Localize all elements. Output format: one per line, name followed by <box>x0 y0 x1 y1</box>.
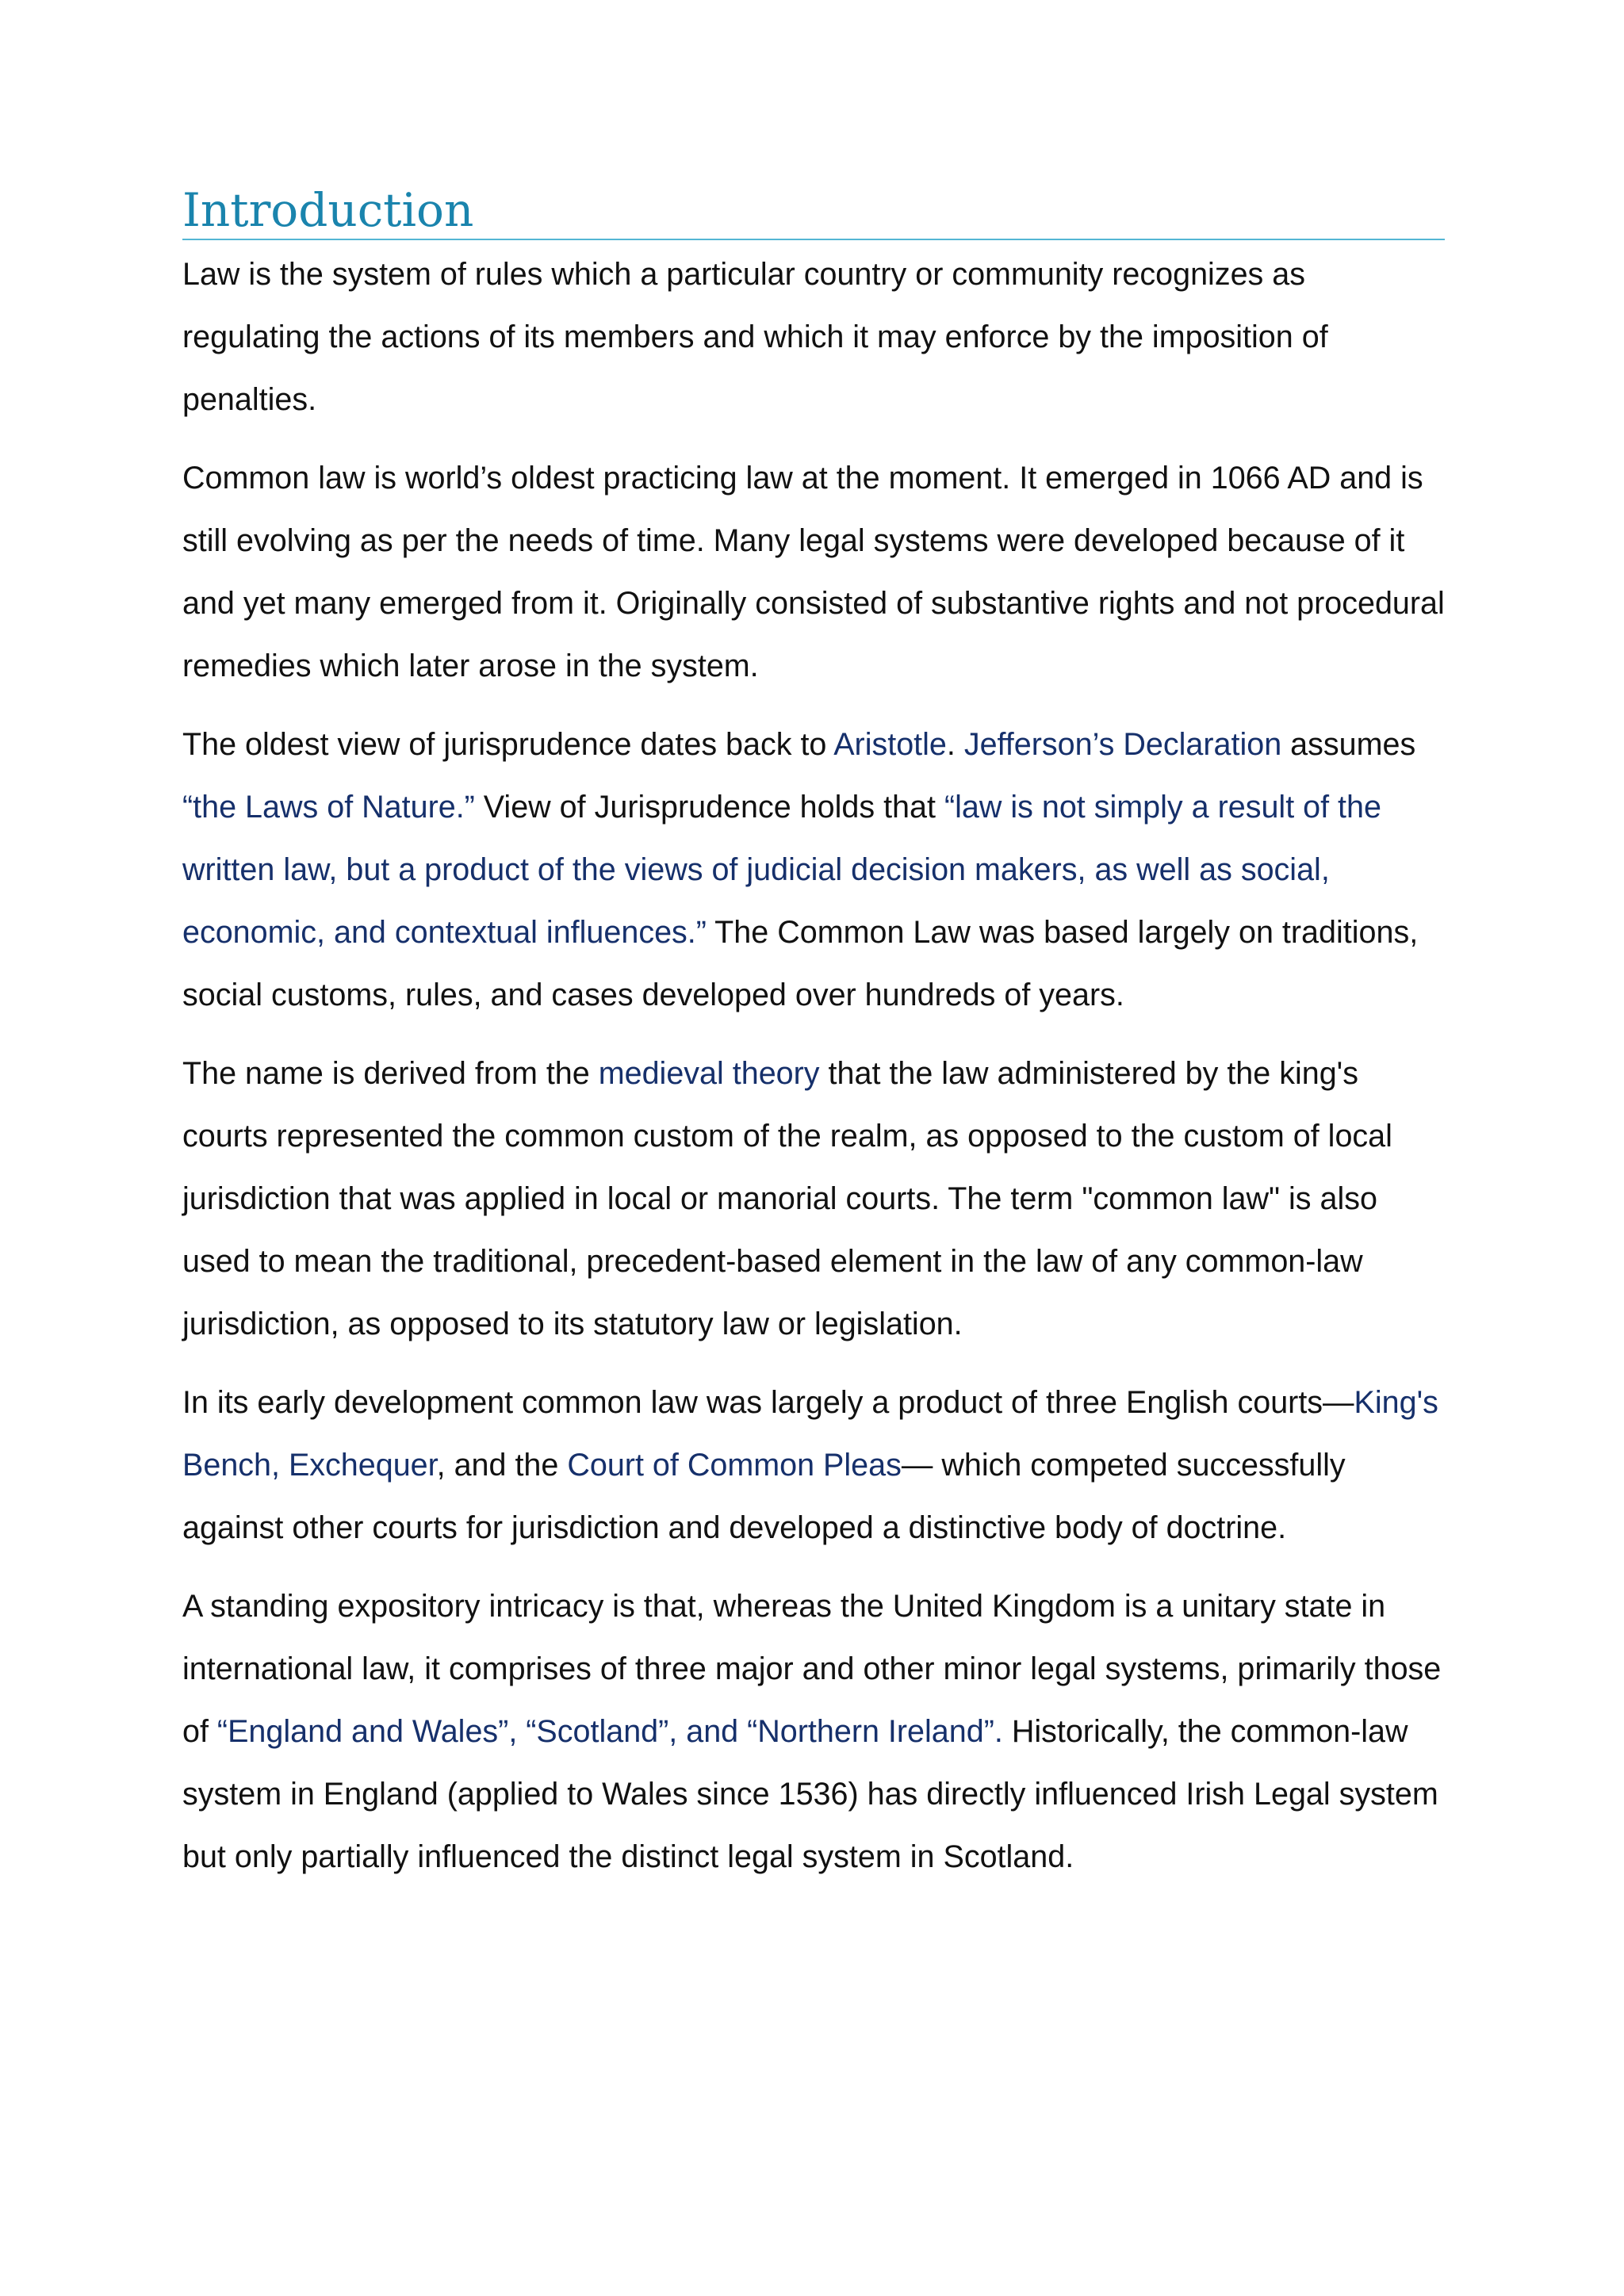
text-run: A standing expository intricacy is that, whereas the United Kingdom is a unitary state in international law, it comprises of three major and other minor legal systems, primarily those of <box>182 1588 1442 1749</box>
link-court-of-common-pleas[interactable]: Court of Common Pleas <box>567 1447 902 1483</box>
paragraph-uk-legal-systems <box>182 1575 1445 1888</box>
paragraph-early-development <box>182 1372 1445 1559</box>
text-run: . <box>946 726 964 762</box>
text-run: The name is derived from the <box>182 1055 599 1091</box>
text-run: The Common Law was based largely on traditions, social customs, rules, and cases developed over hundreds of years. <box>182 914 1419 1012</box>
paragraph-jurisprudence <box>182 714 1445 1027</box>
text-run: The oldest view of jurisprudence dates back to <box>182 726 834 762</box>
link-medieval-theory[interactable]: medieval theory <box>598 1055 820 1091</box>
paragraph-common-law-origin: Common law is world’s oldest practicing law at the moment. It emerged in 1066 AD and is still evolving as per the needs of time. Many legal systems were developed because of it and yet many emerged from it. Originally consisted of substantive rights and not procedural remedies which later arose in the system. <box>182 460 1445 683</box>
text-run: Historically, the common-law system in England (applied to Wales since 1536) has directly influenced Irish Legal system but only partially influenced the distinct legal system in Scotland. <box>182 1713 1438 1874</box>
link-uk-jurisdictions[interactable]: “England and Wales”, “Scotland”, and “Northern Ireland”. <box>216 1713 1003 1749</box>
link-quote-law-not-simply[interactable]: “law is not simply a result of the written law, but a product of the views of judicial decision makers, as well as social, economic, and contextual influences.” <box>182 789 1381 950</box>
text-run: — which competed successfully against other courts for jurisdiction and developed a distinctive body of doctrine. <box>182 1447 1346 1545</box>
text-run: In its early development common law was largely a product of three English courts— <box>182 1384 1354 1420</box>
link-kings-bench-exchequer[interactable]: King's Bench, Exchequer <box>182 1384 1438 1483</box>
text-run: , and the <box>436 1447 568 1483</box>
text-run: assumes <box>1281 726 1416 762</box>
paragraph-name-derivation <box>182 1043 1445 1356</box>
page-content <box>182 184 1445 1888</box>
link-laws-of-nature[interactable]: “the Laws of Nature.” <box>182 789 475 825</box>
link-jeffersons-declaration[interactable]: Jefferson’s Declaration <box>963 726 1282 762</box>
section-heading: Introduction <box>182 184 1445 240</box>
text-run: that the law administered by the king's courts represented the common custom of the realm, as opposed to the custom of local jurisdiction that was applied in local or manorial courts. The term "common law" is also used to mean the traditional, precedent-based element in the law of any common-law jurisdiction, as opposed to its statutory law or legislation. <box>182 1055 1392 1341</box>
paragraph-law-definition: Law is the system of rules which a particular country or community recognizes as regulating the actions of its members and which it may enforce by the imposition of penalties. <box>182 256 1328 417</box>
text-run: View of Jurisprudence holds that <box>474 789 944 825</box>
link-aristotle[interactable]: Aristotle <box>833 726 947 762</box>
